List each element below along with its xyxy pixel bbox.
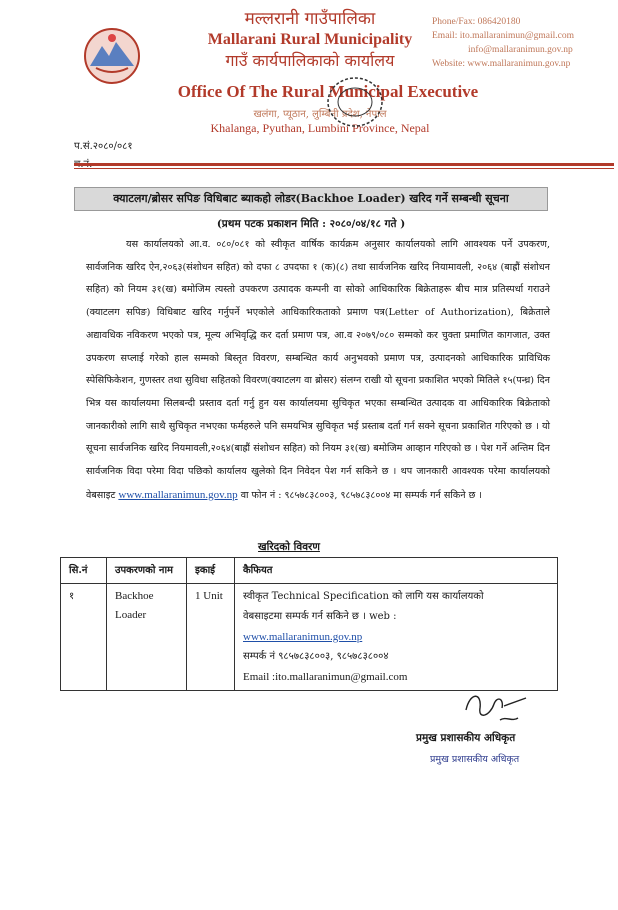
notice-body-text: यस कार्यालयको आ.व. ०८०/०८१ को स्वीकृत वार्षिक कार्यक्रम अनुसार कार्यालयको लागि आवश्यक पर्ने उपकरण, सार्वजनिक खरिद ऐन,२०६३(संशोधन सहित) को दफा ८ उपदफा १ (क)(८) तथा सार्वजनिक खरिद नियामावली, २०६४ (बाह्रौं संशोधन सहित) को नियम ३१(ख) बमोजिम त्यस्तो उपकरण उत्पादक कम्पनी वा सोको आधिकारिक बिक्रेताहरू बीच मात्र प्रतिस्पर्धा गराउने (क्याटलग सपिङ) विधिबाट खरिद गर्नुपर्ने भएकोले आधिकारिकताको प्रमाण पत्र(Letter of Authorization), बिक्रेताले अद्यावधिक नविकरण भएको पत्र, मूल्य अभिवृद्धि कर दर्ता प्रमाण पत्र, आ.व २०७९/०८० सम्मको कर चुक्ता प्रमाणित कागजात, उक्त उपकरण सप्लाई गरेको हाल सम्मको बिस्तृत विवरण, सम्बन्धित कार्य अनुभवको प्रमाण पत्र, उत्पादनको आधिकारिक प्राविधिक स्पेसिफिकेशन, गुणस्तर तथा सुविधा सहितको विवरण(क्याटलग वा ब्रोसर) संलग्न राखी यो सूचना प्रकाशित भएको मितिले १५(पन्ध्र) दिन भित्र यस कार्यालयमा सिलबन्दी प्रस्ताव दर्ता गर्नु हुन यस कार्यालयमा सुचिकृत भएका सम्बन्धित उत्पादक वा आधिकारिक बिक्रेताको जानकारीको लागि साथै सुचिकृत नभएका फर्महरुले पनि समयभित्र सुचिकृत भई प्रस्ताब दर्ता गर्न सक्ने सूचना प्रकाशित गरिएको छ । यो सूचना सार्वजनिक खरिद नियमावली,२०६४(बाह्रौं संशोधन सहित) को नियम ३१(ख) बमोजिम आव्हान गरिएको छ । पेश गर्ने अन्तिम दिन सार्वजनिक विदा परेमा विदा पछिको कार्यालय खुलेको दिन निवेदन पेश गर्न सकिने छ । थप जानकारी आवश्यक परेमा कार्यालयको वेबसाइट bbox=[86, 239, 550, 501]
municipality-name-en: Mallarani Rural Municipality bbox=[207, 31, 413, 48]
header-sn: सि.नं bbox=[61, 558, 107, 584]
remark-phone: सम्पर्क नं ९८५७८३८००३, ९८५७८३८००४ bbox=[243, 651, 389, 662]
office-stamp-icon bbox=[325, 75, 385, 129]
signatory-stamp-title: प्रमुख प्रशासकीय अधिकृत bbox=[430, 754, 520, 765]
notice-body-tail: वा फोन नं : ९८५७८३८००३, ९८५७८३८००४ मा सम्पर्क गर्न सकिने छ । bbox=[237, 489, 482, 501]
contact-block bbox=[432, 15, 612, 71]
contact-email[interactable]: Email: ito.mallaranimun@gmail.com bbox=[432, 31, 574, 41]
municipality-name-np: मल्लरानी गाउँपालिका bbox=[244, 9, 376, 29]
header-remarks: कैफियत bbox=[235, 558, 558, 584]
remark-website-link[interactable]: www.mallaranimun.gov.np bbox=[243, 631, 363, 643]
table-title: खरिदको विवरण bbox=[258, 541, 320, 553]
cell-sn: १ bbox=[61, 584, 107, 691]
signatory-title: प्रमुख प्रशासकीय अधिकृत bbox=[416, 732, 516, 744]
remark-line-2: वेबसाइटमा सम्पर्क गर्न सकिने छ । web : bbox=[243, 611, 397, 622]
website-link[interactable]: www.mallaranimun.gov.np bbox=[118, 488, 238, 501]
reference-ps: प.सं.२०८०/०८१ bbox=[74, 141, 133, 152]
office-name-en: Office Of The Rural Municipal Executive bbox=[177, 82, 479, 101]
procurement-table bbox=[60, 557, 558, 691]
table-header-row bbox=[61, 558, 558, 584]
header-divider bbox=[74, 163, 614, 166]
notice-headline: क्याटलग/ब्रोसर सपिङ विधिबाट ब्याकहो लोडर(Backhoe Loader) खरिद गर्ने सम्बन्धी सूचना bbox=[74, 187, 548, 211]
address-en: Khalanga, Pyuthan, Lumbini Province, Nepal bbox=[210, 121, 430, 135]
office-name-np: गाउँ कार्यपालिकाको कार्यालय bbox=[225, 51, 395, 70]
publication-date: (प्रथम पटक प्रकाशन मिति : २०८०/०४/१८ गते ) bbox=[216, 218, 406, 230]
cell-item: Backhoe Loader bbox=[107, 584, 187, 691]
header-item: उपकरणको नाम bbox=[107, 558, 187, 584]
contact-phone: Phone/Fax: 086420180 bbox=[432, 17, 521, 27]
header-unit: इकाई bbox=[187, 558, 235, 584]
contact-email-2[interactable]: info@mallaranimun.gov.np bbox=[468, 45, 573, 55]
remark-line-1: स्वीकृत Technical Specification को लागि यस कार्यालयको bbox=[243, 591, 484, 602]
signature-icon bbox=[460, 686, 530, 728]
remark-email: Email :ito.mallaranimun@gmail.com bbox=[243, 671, 408, 683]
cell-unit: 1 Unit bbox=[187, 584, 235, 691]
nepal-emblem-icon bbox=[82, 26, 142, 86]
address-np: खलंगा, प्यूठान, लुम्बिनी प्रदेश, नेपाल bbox=[253, 109, 387, 120]
header-divider-thin bbox=[74, 168, 614, 169]
cell-remarks bbox=[235, 584, 558, 691]
table-row bbox=[61, 584, 558, 691]
letterhead-title-block bbox=[150, 8, 470, 72]
notice-body bbox=[86, 234, 550, 507]
contact-website[interactable]: Website: www.mallaranimun.gov.np bbox=[432, 59, 571, 69]
